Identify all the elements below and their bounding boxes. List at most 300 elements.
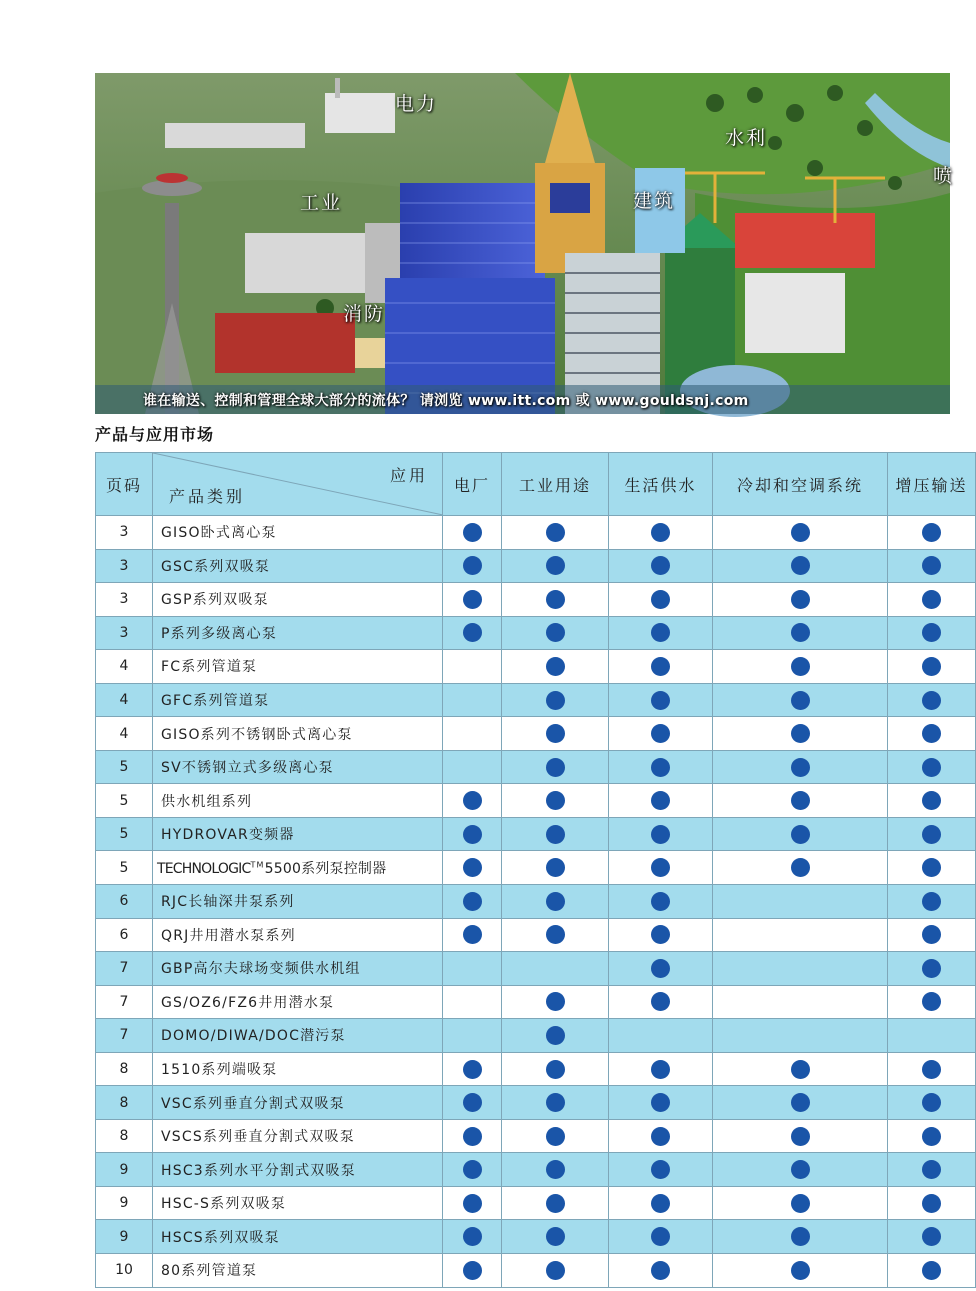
- application-cell: [888, 650, 976, 684]
- row-product-name: [153, 851, 443, 885]
- application-cell: [888, 683, 976, 717]
- trademark-mark: TM: [250, 860, 265, 870]
- application-cell: [443, 1086, 502, 1120]
- row-product-name: HSC3系列水平分割式双吸泵: [153, 1153, 443, 1187]
- row-page-number: 8: [96, 1086, 153, 1120]
- application-cell: [443, 717, 502, 751]
- row-page-number: 3: [96, 583, 153, 617]
- applicable-dot-icon: [651, 1227, 670, 1246]
- row-page-number: 3: [96, 549, 153, 583]
- application-cell: [888, 1119, 976, 1153]
- application-cell: [502, 985, 609, 1019]
- application-cell: [888, 784, 976, 818]
- header-category: 产品类别: [169, 487, 246, 506]
- applicable-dot-icon: [922, 1227, 941, 1246]
- applicable-dot-icon: [651, 657, 670, 676]
- application-cell: [888, 918, 976, 952]
- application-cell: [888, 985, 976, 1019]
- application-cell: [888, 952, 976, 986]
- application-cell: [502, 918, 609, 952]
- application-cell: [713, 1254, 888, 1288]
- table-row: [96, 1220, 976, 1254]
- applicable-dot-icon: [922, 925, 941, 944]
- applicable-dot-icon: [791, 1227, 810, 1246]
- applicable-dot-icon: [463, 623, 482, 642]
- table-row: [96, 1153, 976, 1187]
- row-product-name: GISO系列不锈钢卧式离心泵: [153, 717, 443, 751]
- applicable-dot-icon: [791, 657, 810, 676]
- application-cell: [502, 1186, 609, 1220]
- application-cell: [713, 717, 888, 751]
- applicable-dot-icon: [922, 1093, 941, 1112]
- application-cell: [609, 516, 713, 550]
- applicable-dot-icon: [922, 623, 941, 642]
- applicable-dot-icon: [922, 1127, 941, 1146]
- application-cell: [888, 817, 976, 851]
- table-row: [96, 1254, 976, 1288]
- application-cell: [888, 851, 976, 885]
- application-cell: [502, 817, 609, 851]
- applicable-dot-icon: [651, 1261, 670, 1280]
- row-page-number: 9: [96, 1153, 153, 1187]
- hero-illustration: [95, 73, 955, 414]
- application-cell: [609, 817, 713, 851]
- application-cell: [609, 650, 713, 684]
- applicable-dot-icon: [922, 791, 941, 810]
- applicable-dot-icon: [922, 892, 941, 911]
- applicable-dot-icon: [922, 1194, 941, 1213]
- table-row: [96, 985, 976, 1019]
- table-row: [96, 784, 976, 818]
- application-cell: [502, 650, 609, 684]
- application-cell: [443, 952, 502, 986]
- header-col-booster: 增压输送: [888, 453, 976, 516]
- applicable-dot-icon: [546, 1227, 565, 1246]
- table-row: [96, 1119, 976, 1153]
- application-cell: [888, 1186, 976, 1220]
- applicable-dot-icon: [546, 1060, 565, 1079]
- applicable-dot-icon: [651, 959, 670, 978]
- applicable-dot-icon: [463, 858, 482, 877]
- application-cell: [443, 750, 502, 784]
- application-cell: [888, 1254, 976, 1288]
- application-cell: [443, 1052, 502, 1086]
- table-row: [96, 918, 976, 952]
- application-cell: [443, 817, 502, 851]
- application-cell: [713, 549, 888, 583]
- application-cell: [609, 583, 713, 617]
- applicable-dot-icon: [463, 1227, 482, 1246]
- application-cell: [443, 918, 502, 952]
- row-product-name: HSC-S系列双吸泵: [153, 1186, 443, 1220]
- row-product-name: GSP系列双吸泵: [153, 583, 443, 617]
- hero-caption: 谁在输送、控制和管理全球大部分的流体？ 请浏览 www.itt.com 或 www.gouldsnj.com: [143, 393, 749, 409]
- applicable-dot-icon: [546, 523, 565, 542]
- applicable-dot-icon: [463, 791, 482, 810]
- application-cell: [502, 851, 609, 885]
- application-cell: [502, 1119, 609, 1153]
- row-product-name: FC系列管道泵: [153, 650, 443, 684]
- application-cell: [888, 885, 976, 919]
- application-cell: [713, 650, 888, 684]
- application-cell: [609, 885, 713, 919]
- table-row: [96, 1086, 976, 1120]
- application-cell: [713, 1153, 888, 1187]
- applicable-dot-icon: [463, 1093, 482, 1112]
- applicable-dot-icon: [546, 1026, 565, 1045]
- applicable-dot-icon: [651, 556, 670, 575]
- applicable-dot-icon: [922, 556, 941, 575]
- row-page-number: 7: [96, 1019, 153, 1053]
- section-title: 产品与应用市场: [95, 425, 215, 444]
- application-cell: [609, 1086, 713, 1120]
- applicable-dot-icon: [922, 858, 941, 877]
- application-cell: [609, 918, 713, 952]
- application-cell: [502, 1052, 609, 1086]
- table-row: [96, 817, 976, 851]
- row-page-number: 7: [96, 985, 153, 1019]
- applicable-dot-icon: [463, 590, 482, 609]
- table-header-row: [96, 453, 976, 516]
- applicable-dot-icon: [463, 556, 482, 575]
- applicable-dot-icon: [922, 959, 941, 978]
- application-cell: [713, 1220, 888, 1254]
- applicable-dot-icon: [791, 1093, 810, 1112]
- applicable-dot-icon: [546, 892, 565, 911]
- application-cell: [502, 683, 609, 717]
- city-scene-image: [95, 73, 950, 414]
- application-cell: [443, 985, 502, 1019]
- applicable-dot-icon: [922, 523, 941, 542]
- product-name-text: TECHNOLOGIC: [157, 860, 251, 877]
- application-cell: [713, 750, 888, 784]
- table-row: [96, 885, 976, 919]
- applicable-dot-icon: [791, 556, 810, 575]
- application-cell: [443, 784, 502, 818]
- application-cell: [609, 1119, 713, 1153]
- table-row: [96, 1019, 976, 1053]
- applicable-dot-icon: [651, 825, 670, 844]
- row-page-number: 9: [96, 1186, 153, 1220]
- application-cell: [443, 1119, 502, 1153]
- application-cell: [443, 1220, 502, 1254]
- application-cell: [502, 549, 609, 583]
- application-cell: [443, 1019, 502, 1053]
- application-cell: [888, 1086, 976, 1120]
- table-row: [96, 1186, 976, 1220]
- row-page-number: 4: [96, 650, 153, 684]
- applicable-dot-icon: [651, 758, 670, 777]
- applicable-dot-icon: [546, 1194, 565, 1213]
- row-product-name: P系列多级离心泵: [153, 616, 443, 650]
- label-fire: 消防: [343, 303, 386, 325]
- table-row: [96, 616, 976, 650]
- applicable-dot-icon: [546, 925, 565, 944]
- application-cell: [713, 784, 888, 818]
- applicable-dot-icon: [791, 623, 810, 642]
- application-cell: [443, 549, 502, 583]
- row-page-number: 8: [96, 1119, 153, 1153]
- application-cell: [713, 1186, 888, 1220]
- applicable-dot-icon: [463, 1060, 482, 1079]
- row-page-number: 5: [96, 750, 153, 784]
- application-cell: [443, 583, 502, 617]
- row-page-number: 10: [96, 1254, 153, 1288]
- applicable-dot-icon: [922, 724, 941, 743]
- table-row: [96, 650, 976, 684]
- applicable-dot-icon: [791, 590, 810, 609]
- applicable-dot-icon: [546, 791, 565, 810]
- applicable-dot-icon: [651, 1194, 670, 1213]
- applicable-dot-icon: [651, 523, 670, 542]
- row-product-name: HSCS系列双吸泵: [153, 1220, 443, 1254]
- application-cell: [713, 1052, 888, 1086]
- applicable-dot-icon: [546, 1160, 565, 1179]
- applicable-dot-icon: [546, 992, 565, 1011]
- applicable-dot-icon: [651, 590, 670, 609]
- applicable-dot-icon: [791, 1194, 810, 1213]
- table-row: [96, 851, 976, 885]
- applicable-dot-icon: [651, 1060, 670, 1079]
- application-cell: [609, 683, 713, 717]
- applicable-dot-icon: [546, 623, 565, 642]
- applicable-dot-icon: [463, 1194, 482, 1213]
- application-cell: [609, 1052, 713, 1086]
- label-power: 电力: [395, 93, 438, 115]
- applicable-dot-icon: [651, 858, 670, 877]
- application-cell: [888, 549, 976, 583]
- applicable-dot-icon: [463, 825, 482, 844]
- applicable-dot-icon: [791, 1261, 810, 1280]
- table-row: [96, 1052, 976, 1086]
- application-cell: [609, 1019, 713, 1053]
- application-cell: [713, 985, 888, 1019]
- application-cell: [888, 1153, 976, 1187]
- header-page: 页码: [96, 453, 153, 516]
- applicable-dot-icon: [546, 1261, 565, 1280]
- applicable-dot-icon: [463, 892, 482, 911]
- row-product-name: QRJ井用潜水泵系列: [153, 918, 443, 952]
- applicable-dot-icon: [651, 724, 670, 743]
- application-cell: [502, 750, 609, 784]
- application-cell: [888, 616, 976, 650]
- application-cell: [609, 549, 713, 583]
- applicable-dot-icon: [791, 691, 810, 710]
- applicable-dot-icon: [922, 1060, 941, 1079]
- row-page-number: 7: [96, 952, 153, 986]
- table-row: [96, 717, 976, 751]
- row-product-name: 供水机组系列: [153, 784, 443, 818]
- application-cell: [713, 683, 888, 717]
- row-product-name: HYDROVAR变频器: [153, 817, 443, 851]
- application-cell: [502, 516, 609, 550]
- row-product-name: 80系列管道泵: [153, 1254, 443, 1288]
- application-cell: [888, 717, 976, 751]
- applicable-dot-icon: [546, 1093, 565, 1112]
- row-product-name: RJC长轴深井泵系列: [153, 885, 443, 919]
- applicable-dot-icon: [791, 1060, 810, 1079]
- applicable-dot-icon: [651, 1127, 670, 1146]
- application-cell: [609, 985, 713, 1019]
- applicable-dot-icon: [546, 556, 565, 575]
- application-cell: [502, 583, 609, 617]
- applicable-dot-icon: [546, 858, 565, 877]
- row-page-number: 5: [96, 851, 153, 885]
- row-product-name: GFC系列管道泵: [153, 683, 443, 717]
- applicable-dot-icon: [546, 1127, 565, 1146]
- applicable-dot-icon: [546, 758, 565, 777]
- application-cell: [443, 1186, 502, 1220]
- applicable-dot-icon: [922, 657, 941, 676]
- applicable-dot-icon: [463, 1261, 482, 1280]
- product-application-table: [95, 452, 968, 1291]
- row-product-name: GISO卧式离心泵: [153, 516, 443, 550]
- application-cell: [502, 717, 609, 751]
- application-cell: [502, 885, 609, 919]
- application-cell: [609, 1220, 713, 1254]
- header-col-industrial: 工业用途: [502, 453, 609, 516]
- row-product-name: 1510系列端吸泵: [153, 1052, 443, 1086]
- row-product-name: SV不锈钢立式多级离心泵: [153, 750, 443, 784]
- header-application: 应用: [389, 466, 428, 485]
- row-product-name: GSC系列双吸泵: [153, 549, 443, 583]
- application-cell: [443, 650, 502, 684]
- applicable-dot-icon: [922, 1160, 941, 1179]
- table-body: [96, 516, 976, 1288]
- application-cell: [713, 952, 888, 986]
- application-cell: [609, 717, 713, 751]
- row-page-number: 8: [96, 1052, 153, 1086]
- row-product-name: GS/OZ6/FZ6井用潜水泵: [153, 985, 443, 1019]
- table-row: [96, 683, 976, 717]
- application-cell: [502, 784, 609, 818]
- row-page-number: 5: [96, 784, 153, 818]
- table-row: [96, 583, 976, 617]
- table-row: [96, 750, 976, 784]
- application-cell: [502, 1254, 609, 1288]
- applicable-dot-icon: [922, 1261, 941, 1280]
- row-page-number: 9: [96, 1220, 153, 1254]
- applicable-dot-icon: [651, 925, 670, 944]
- applicable-dot-icon: [546, 724, 565, 743]
- table-row: [96, 952, 976, 986]
- application-cell: [888, 1052, 976, 1086]
- application-cell: [502, 1220, 609, 1254]
- row-page-number: 6: [96, 885, 153, 919]
- applicable-dot-icon: [651, 992, 670, 1011]
- application-cell: [443, 683, 502, 717]
- application-cell: [713, 851, 888, 885]
- application-cell: [713, 1019, 888, 1053]
- applicable-dot-icon: [791, 791, 810, 810]
- application-cell: [713, 583, 888, 617]
- application-cell: [713, 516, 888, 550]
- row-page-number: 3: [96, 516, 153, 550]
- application-cell: [502, 1153, 609, 1187]
- applicable-dot-icon: [546, 657, 565, 676]
- application-cell: [713, 616, 888, 650]
- applicable-dot-icon: [463, 523, 482, 542]
- applicable-dot-icon: [463, 1127, 482, 1146]
- application-cell: [888, 1220, 976, 1254]
- application-cell: [502, 952, 609, 986]
- application-cell: [713, 1119, 888, 1153]
- application-cell: [443, 1254, 502, 1288]
- row-page-number: 4: [96, 717, 153, 751]
- applicable-dot-icon: [651, 691, 670, 710]
- applicable-dot-icon: [922, 691, 941, 710]
- application-cell: [443, 851, 502, 885]
- application-cell: [609, 1254, 713, 1288]
- application-cell: [609, 952, 713, 986]
- label-water: 水利: [725, 127, 768, 149]
- application-cell: [609, 784, 713, 818]
- header-diagonal-cell: [153, 453, 443, 516]
- product-name-tail: 5500系列泵控制器: [264, 860, 387, 877]
- label-building: 建筑: [633, 190, 676, 212]
- label-edge: 喷: [933, 165, 955, 187]
- application-cell: [713, 885, 888, 919]
- applicable-dot-icon: [463, 1160, 482, 1179]
- applicable-dot-icon: [463, 925, 482, 944]
- application-cell: [609, 851, 713, 885]
- table-row: [96, 516, 976, 550]
- application-cell: [609, 616, 713, 650]
- application-cell: [888, 516, 976, 550]
- row-page-number: 5: [96, 817, 153, 851]
- row-page-number: 6: [96, 918, 153, 952]
- application-cell: [609, 1186, 713, 1220]
- application-cell: [443, 516, 502, 550]
- applicable-dot-icon: [546, 691, 565, 710]
- applicable-dot-icon: [651, 892, 670, 911]
- application-cell: [888, 583, 976, 617]
- applicable-dot-icon: [791, 523, 810, 542]
- row-product-name: VSCS系列垂直分割式双吸泵: [153, 1119, 443, 1153]
- row-product-name: VSC系列垂直分割式双吸泵: [153, 1086, 443, 1120]
- applicable-dot-icon: [791, 858, 810, 877]
- application-cell: [609, 1153, 713, 1187]
- applicable-dot-icon: [791, 1127, 810, 1146]
- application-cell: [888, 1019, 976, 1053]
- applicable-dot-icon: [791, 758, 810, 777]
- applicable-dot-icon: [651, 1160, 670, 1179]
- application-cell: [502, 1019, 609, 1053]
- row-product-name: DOMO/DIWA/DOC潜污泵: [153, 1019, 443, 1053]
- application-cell: [502, 1086, 609, 1120]
- applicable-dot-icon: [546, 825, 565, 844]
- label-industry: 工业: [300, 192, 343, 214]
- application-cell: [609, 750, 713, 784]
- application-cell: [502, 616, 609, 650]
- applicable-dot-icon: [791, 1160, 810, 1179]
- application-cell: [713, 918, 888, 952]
- applicable-dot-icon: [651, 623, 670, 642]
- application-cell: [713, 817, 888, 851]
- row-page-number: 4: [96, 683, 153, 717]
- application-cell: [443, 1153, 502, 1187]
- applicable-dot-icon: [791, 825, 810, 844]
- row-product-name: GBP高尔夫球场变频供水机组: [153, 952, 443, 986]
- applicable-dot-icon: [791, 724, 810, 743]
- application-cell: [443, 885, 502, 919]
- header-col-power-plant: 电厂: [443, 453, 502, 516]
- header-col-domestic-water: 生活供水: [609, 453, 713, 516]
- applicable-dot-icon: [546, 590, 565, 609]
- application-cell: [713, 1086, 888, 1120]
- applicable-dot-icon: [922, 758, 941, 777]
- application-cell: [888, 750, 976, 784]
